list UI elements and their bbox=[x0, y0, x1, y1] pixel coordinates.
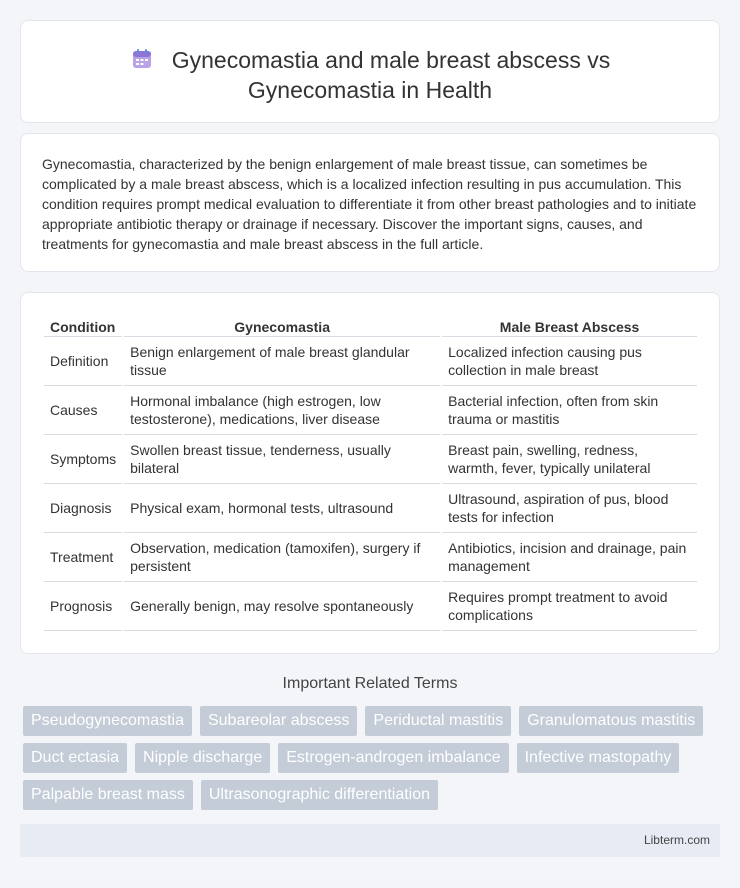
gynecomastia-cell: Swollen breast tissue, tenderness, usually bilateral bbox=[124, 435, 440, 484]
tag[interactable]: Periductal mastitis bbox=[365, 706, 511, 736]
footer bbox=[20, 824, 720, 857]
calendar-icon bbox=[130, 47, 154, 71]
related-terms bbox=[23, 706, 713, 817]
tag[interactable]: Estrogen-androgen imbalance bbox=[278, 743, 508, 773]
title-line-2: Gynecomastia in Health bbox=[247, 77, 493, 103]
table-row bbox=[44, 386, 697, 435]
title-card bbox=[20, 20, 720, 123]
gynecomastia-cell: Generally benign, may resolve spontaneously bbox=[124, 582, 440, 631]
tag-row bbox=[23, 780, 713, 810]
header-male-breast-abscess: Male Breast Abscess bbox=[442, 315, 697, 337]
tag[interactable]: Granulomatous mastitis bbox=[519, 706, 703, 736]
tag[interactable]: Nipple discharge bbox=[135, 743, 270, 773]
row-label: Diagnosis bbox=[44, 484, 122, 533]
footer-brand[interactable]: Libterm.com bbox=[643, 833, 710, 847]
related-terms-title: Important Related Terms bbox=[282, 675, 458, 692]
comparison-card bbox=[20, 292, 720, 654]
intro-text: Gynecomastia, characterized by the benign enlargement of male breast tissue, can sometimes be complicated by a male breast abscess, which is a localized infection resulting in pus accumulation. This condition requires prompt medical evaluation to differentiate it from other breast pathologies and to initiate appropriate antibiotic therapy or drainage if necessary. Discover the important signs, causes, and treatments for gynecomastia and male breast abscess in the full article. bbox=[42, 156, 697, 252]
gynecomastia-cell: Benign enlargement of male breast glandular tissue bbox=[124, 337, 440, 386]
page-title bbox=[21, 45, 719, 105]
abscess-cell: Antibiotics, incision and drainage, pain management bbox=[442, 533, 697, 582]
row-label: Prognosis bbox=[44, 582, 122, 631]
row-label: Treatment bbox=[44, 533, 122, 582]
table-row bbox=[44, 533, 697, 582]
tag[interactable]: Infective mastopathy bbox=[517, 743, 680, 773]
header-gynecomastia: Gynecomastia bbox=[124, 315, 440, 337]
abscess-cell: Localized infection causing pus collection in male breast bbox=[442, 337, 697, 386]
abscess-cell: Bacterial infection, often from skin trauma or mastitis bbox=[442, 386, 697, 435]
row-label: Causes bbox=[44, 386, 122, 435]
tag-row bbox=[23, 743, 713, 773]
tag[interactable]: Pseudogynecomastia bbox=[23, 706, 192, 736]
row-label: Definition bbox=[44, 337, 122, 386]
gynecomastia-cell: Physical exam, hormonal tests, ultrasound bbox=[124, 484, 440, 533]
abscess-cell: Requires prompt treatment to avoid complications bbox=[442, 582, 697, 631]
table-header-row bbox=[44, 315, 697, 337]
abscess-cell: Breast pain, swelling, redness, warmth, fever, typically unilateral bbox=[442, 435, 697, 484]
intro-card bbox=[20, 133, 720, 272]
table-row bbox=[44, 484, 697, 533]
header-condition: Condition bbox=[44, 315, 122, 337]
table-row bbox=[44, 337, 697, 386]
title-line-1: Gynecomastia and male breast abscess vs bbox=[171, 47, 611, 73]
tag[interactable]: Subareolar abscess bbox=[200, 706, 357, 736]
tag-row bbox=[23, 706, 713, 736]
table-row bbox=[44, 582, 697, 631]
row-label: Symptoms bbox=[44, 435, 122, 484]
tag[interactable]: Ultrasonographic differentiation bbox=[201, 780, 438, 810]
comparison-table bbox=[42, 315, 699, 631]
tag[interactable]: Duct ectasia bbox=[23, 743, 127, 773]
gynecomastia-cell: Hormonal imbalance (high estrogen, low testosterone), medications, liver disease bbox=[124, 386, 440, 435]
gynecomastia-cell: Observation, medication (tamoxifen), surgery if persistent bbox=[124, 533, 440, 582]
tag[interactable]: Palpable breast mass bbox=[23, 780, 193, 810]
table-row bbox=[44, 435, 697, 484]
abscess-cell: Ultrasound, aspiration of pus, blood tests for infection bbox=[442, 484, 697, 533]
